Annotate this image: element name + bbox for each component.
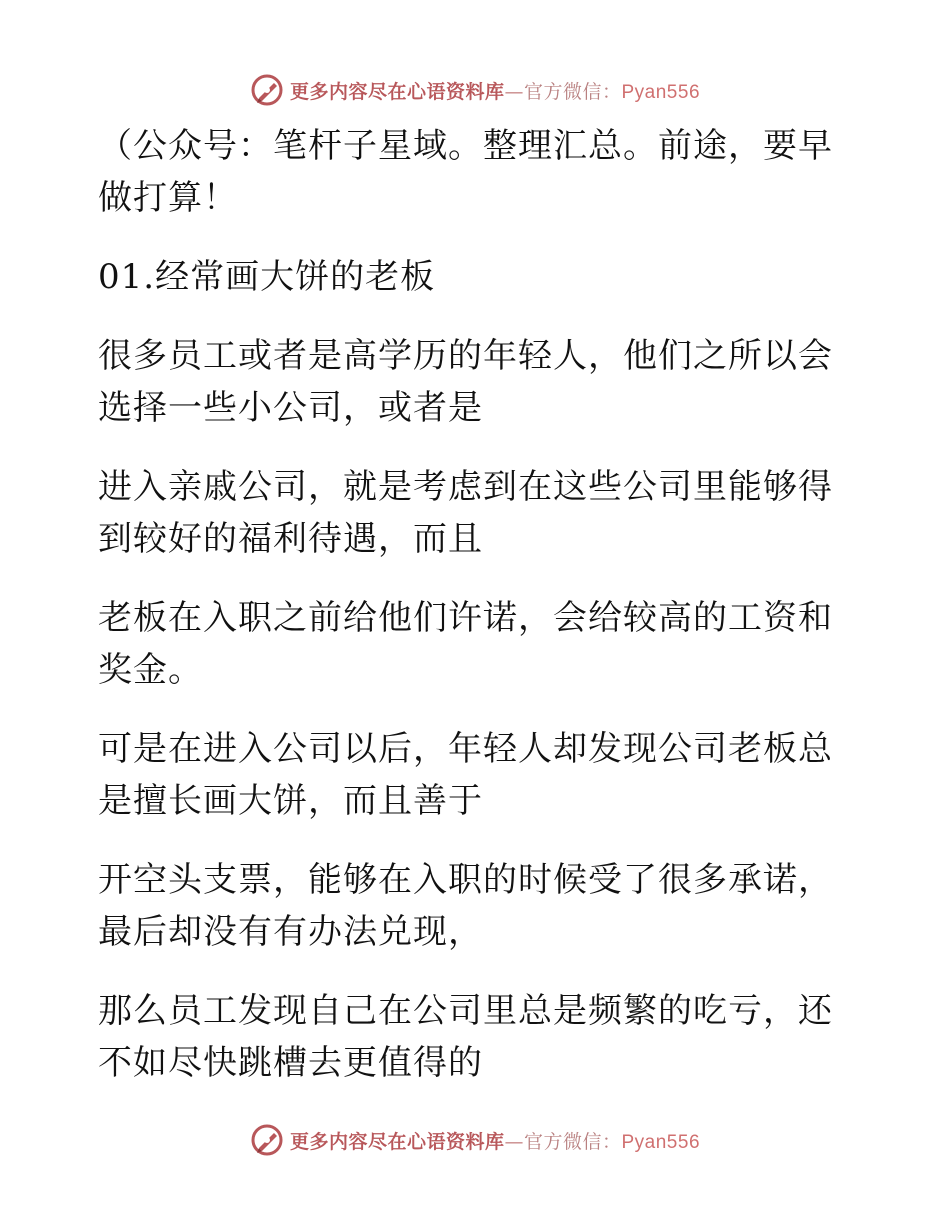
paragraph: 可是在进入公司以后，年轻人却发现公司老板总是擅长画大饼，而且善于 — [98, 729, 833, 821]
paragraph: （公众号：笔杆子星域。整理汇总。前途，要早做打算！ — [98, 126, 833, 218]
section-heading: 01.经常画大饼的老板 — [98, 257, 436, 297]
watermark-wechat-label: 官方微信： — [523, 1130, 622, 1153]
paragraph: 很多员工或者是高学历的年轻人，他们之所以会选择一些小公司，或者是 — [98, 336, 833, 428]
document-body — [98, 120, 850, 1116]
watermark-wechat-label: 官方微信： — [523, 80, 622, 103]
watermark-wechat-id: Pyan556 — [621, 1131, 701, 1153]
watermark-main-text: 更多内容尽在心语资料库 — [289, 1130, 505, 1153]
paragraph: 开空头支票，能够在入职的时候受了很多承诺，最后却没有有办法兑现， — [98, 860, 833, 952]
watermark-banner-bottom — [0, 1120, 950, 1160]
paragraph: 老板在入职之前给他们许诺，会给较高的工资和奖金。 — [98, 598, 833, 690]
pen-logo-icon — [250, 1123, 284, 1157]
watermark-dash: — — [504, 1130, 524, 1153]
paragraph: 进入亲戚公司，就是考虑到在这些公司里能够得到较好的福利待遇，而且 — [98, 467, 833, 559]
watermark-main-text: 更多内容尽在心语资料库 — [289, 80, 505, 103]
watermark-dash: — — [504, 80, 524, 103]
watermark-wechat-id: Pyan556 — [621, 81, 701, 103]
pen-logo-icon — [250, 73, 284, 107]
watermark-banner-top — [0, 70, 950, 110]
paragraph: 那么员工发现自己在公司里总是频繁的吃亏，还不如尽快跳槽去更值得的 — [98, 991, 833, 1083]
